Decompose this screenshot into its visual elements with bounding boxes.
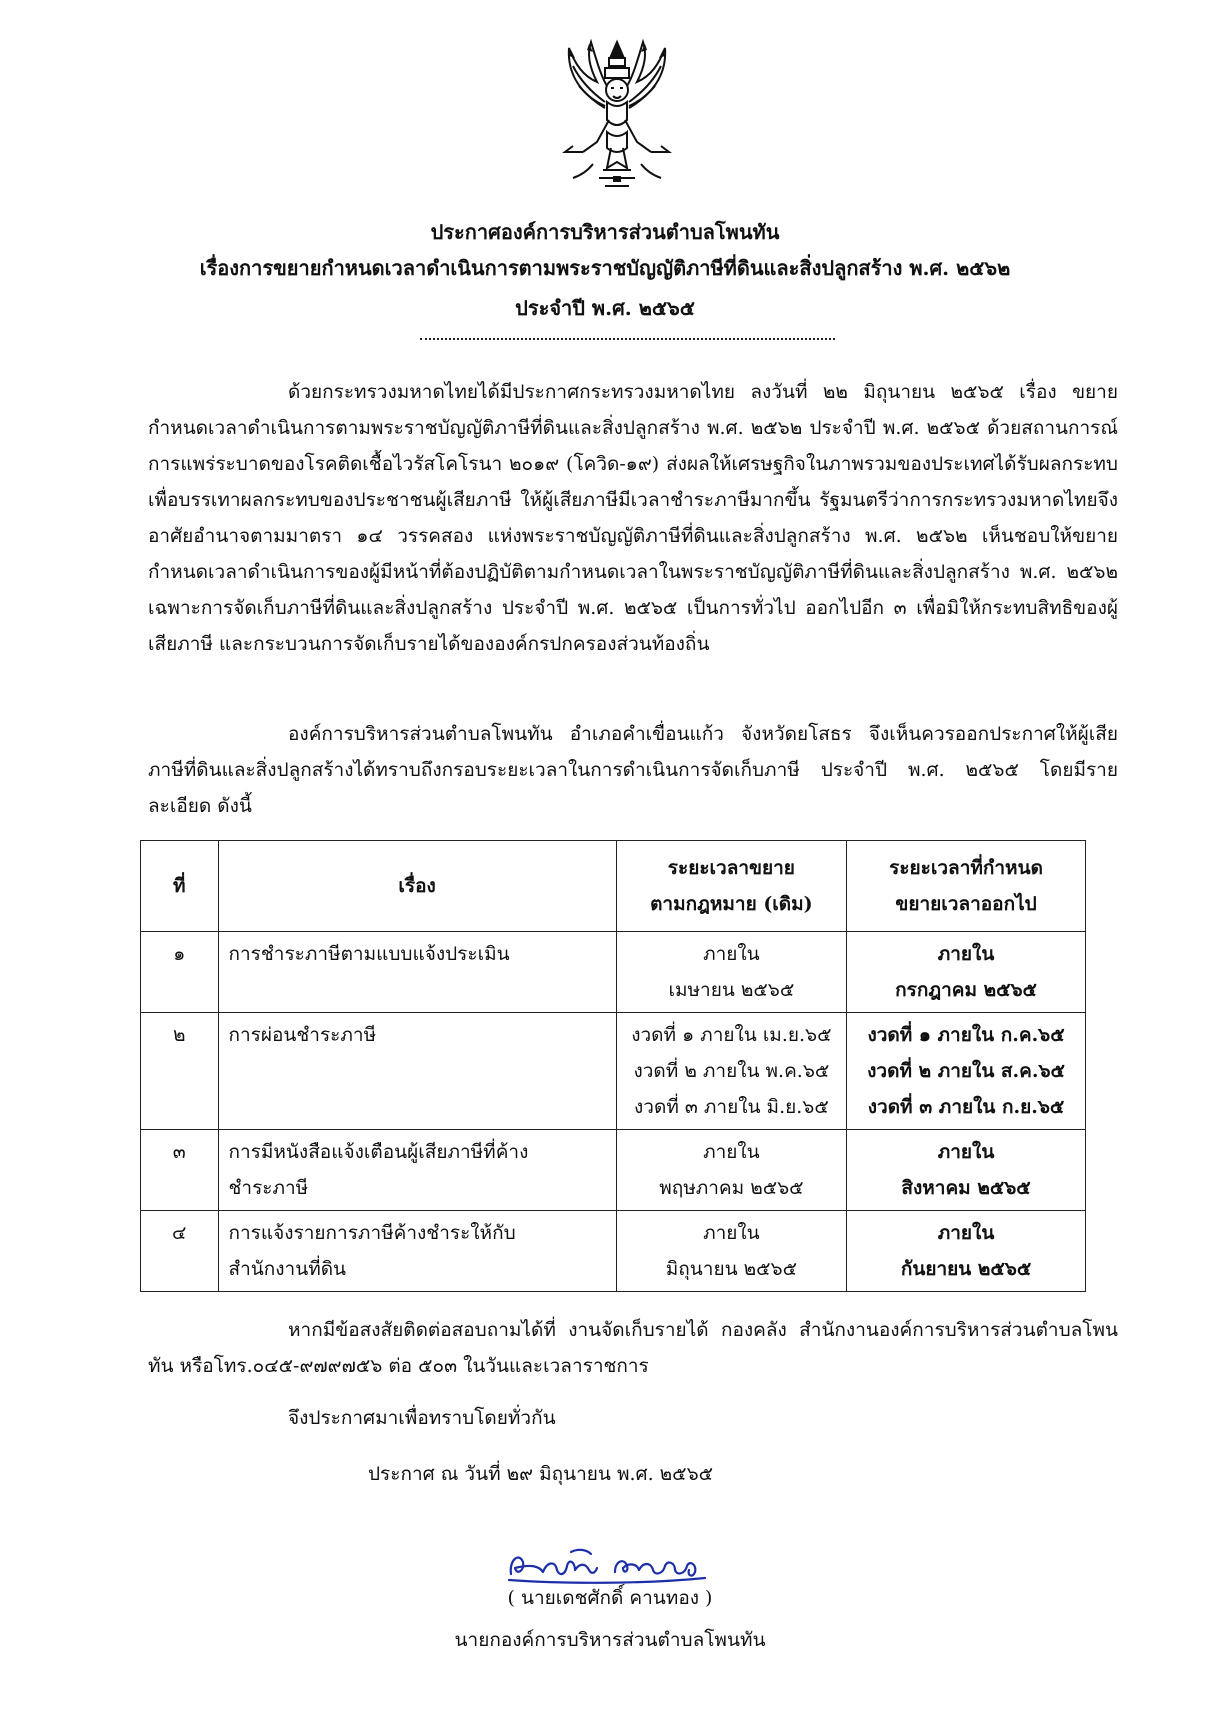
paragraph-closing: จึงประกาศมาเพื่อทราบโดยทั่วกัน [288, 1407, 556, 1429]
row-subject [218, 1013, 616, 1130]
row-new-period [847, 1211, 1086, 1292]
row-old-period [616, 1013, 846, 1130]
row-subject-line: สำนักงานที่ดิน [228, 1258, 347, 1280]
row-old-line: งวดที่ ๑ ภายใน เม.ย.๖๕ [631, 1024, 832, 1046]
row-subject [218, 1130, 616, 1211]
garuda-emblem-icon [553, 36, 681, 196]
row-new-line: ภายใน [937, 943, 995, 965]
header-old-line-2: ตามกฎหมาย (เดิม) [650, 893, 813, 915]
row-no: ๒ [141, 1013, 219, 1130]
table-row [141, 1130, 1086, 1211]
title-line-1: ประกาศองค์การบริหารส่วนตำบลโพนทัน [430, 220, 780, 244]
row-new-line: สิงหาคม ๒๕๖๕ [901, 1177, 1031, 1199]
title-line-2: เรื่องการขยายกำหนดเวลาดำเนินการตามพระราชบัญญัติภาษีที่ดินและสิ่งปลูกสร้าง พ.ศ. ๒๕๖๒ [199, 256, 1011, 280]
table-row [141, 1013, 1086, 1130]
header-old-line-1: ระยะเวลาขยาย [667, 857, 795, 879]
paragraph-contact-text: หากมีข้อสงสัยติดต่อสอบถามได้ที่ งานจัดเก็บรายได้ กองคลัง สำนักงานองค์การบริหารส่วนตำบลโพนทัน หรือโทร.๐๔๕-๙๗๙๗๕๖ ต่อ ๕๐๓ ในวันและเวลาราชการ [148, 1319, 1118, 1377]
header-old-period [616, 841, 846, 932]
row-old-line: ภายใน [703, 1222, 760, 1244]
title-line-3: ประจำปี พ.ศ. ๒๕๖๕ [515, 296, 695, 320]
row-old-line: ภายใน [703, 943, 760, 965]
row-new-period [847, 1013, 1086, 1130]
paragraph-1 [148, 374, 1118, 662]
table-row [141, 932, 1086, 1013]
row-subject-line: การแจ้งรายการภาษีค้างชำระให้กับ [228, 1222, 516, 1244]
header-no: ที่ [141, 841, 219, 932]
row-subject-line: การชำระภาษีตามแบบแจ้งประเมิน [228, 943, 510, 965]
row-new-line: งวดที่ ๒ ภายใน ส.ค.๖๕ [867, 1060, 1065, 1082]
signatory-position: นายกองค์การบริหารส่วนตำบลโพนทัน [454, 1629, 766, 1651]
row-no: ๓ [141, 1130, 219, 1211]
row-old-line: ภายใน [703, 1141, 760, 1163]
row-old-period [616, 1130, 846, 1211]
schedule-table [140, 840, 1086, 1292]
row-old-period [616, 932, 846, 1013]
dotted-divider [420, 338, 835, 340]
header-new-line-1: ระยะเวลาที่กำหนด [889, 857, 1043, 879]
table-header-row [141, 841, 1086, 932]
row-subject-line: การมีหนังสือแจ้งเตือนผู้เสียภาษีที่ค้าง [228, 1141, 529, 1163]
row-old-line: มิถุนายน ๒๕๖๕ [665, 1258, 797, 1280]
schedule-table-wrap [140, 840, 1086, 1292]
paragraph-2-text: องค์การบริหารส่วนตำบลโพนทัน อำเภอคำเขื่อนแก้ว จังหวัดยโสธร จึงเห็นควรออกประกาศให้ผู้เสียภาษีที่ดินและสิ่งปลูกสร้างได้ทราบถึงกรอบระยะเวลาในการดำเนินการจัดเก็บภาษี ประจำปี พ.ศ. ๒๕๖๕ โดยมีรายละเอียด ดังนี้ [148, 723, 1118, 817]
row-old-period [616, 1211, 846, 1292]
row-new-period [847, 932, 1086, 1013]
row-no: ๔ [141, 1211, 219, 1292]
row-old-line: พฤษภาคม ๒๕๖๕ [659, 1177, 804, 1199]
row-new-line: งวดที่ ๑ ภายใน ก.ค.๖๕ [867, 1024, 1065, 1046]
announce-date: ประกาศ ณ วันที่ ๒๙ มิถุนายน พ.ศ. ๒๕๖๕ [368, 1463, 714, 1485]
paragraph-1-text: ด้วยกระทรวงมหาดไทยได้มีประกาศกระทรวงมหาดไทย ลงวันที่ ๒๒ มิถุนายน ๒๕๖๕ เรื่อง ขยายกำหนดเวลาดำเนินการตามพระราชบัญญัติภาษีที่ดินและสิ่งปลูกสร้าง พ.ศ. ๒๕๖๒ ประจำปี พ.ศ. ๒๕๖๕ ด้วยสถานการณ์การแพร่ระบาดของโรคติดเชื้อไวรัสโคโรนา ๒๐๑๙ (โควิด-๑๙) ส่งผลให้เศรษฐกิจในภาพรวมของประเทศได้รับผลกระทบ เพื่อบรรเทาผลกระทบของประชาชนผู้เสียภาษี ให้ผู้เสียภาษีมีเวลาชำระภาษีมากขึ้น รัฐมนตรีว่าการกระทรวงมหาดไทยจึงอาศัยอำนาจตามมาตรา ๑๔ วรรคสอง แห่งพระราชบัญญัติภาษีที่ดินและสิ่งปลูกสร้าง พ.ศ. ๒๕๖๒ เห็นชอบให้ขยายกำหนดเวลาดำเนินการของผู้มีหน้าที่ต้องปฏิบัติตามกำหนดเวลาในพระราชบัญญัติภาษีที่ดินและสิ่งปลูกสร้าง พ.ศ. ๒๕๖๒ เฉพาะการจัดเก็บภาษีที่ดินและสิ่งปลูกสร้าง ประจำปี พ.ศ. ๒๕๖๕ เป็นการทั่วไป ออกไปอีก ๓ เพื่อมิให้กระทบสิทธิของผู้เสียภาษี และกระบวนการจัดเก็บรายได้ขององค์กรปกครองส่วนท้องถิ่น [148, 381, 1118, 655]
row-old-line: งวดที่ ๓ ภายใน มิ.ย.๖๕ [634, 1096, 829, 1118]
row-new-line: ภายใน [937, 1141, 995, 1163]
signatory-name: ( นายเดชศักดิ์ คานทอง ) [507, 1587, 713, 1609]
row-new-line: กันยายน ๒๕๖๕ [900, 1258, 1032, 1280]
row-new-line: ภายใน [937, 1222, 995, 1244]
row-old-line: งวดที่ ๒ ภายใน พ.ค.๖๕ [633, 1060, 830, 1082]
row-subject-line: การผ่อนชำระภาษี [228, 1024, 377, 1046]
header-new-period [847, 841, 1086, 932]
row-new-line: กรกฎาคม ๒๕๖๕ [895, 979, 1037, 1001]
row-subject-line: ชำระภาษี [228, 1177, 309, 1199]
row-no: ๑ [141, 932, 219, 1013]
row-subject [218, 932, 616, 1013]
row-new-line: งวดที่ ๓ ภายใน ก.ย.๖๕ [867, 1096, 1065, 1118]
paragraph-contact [148, 1312, 1118, 1384]
header-subject: เรื่อง [218, 841, 616, 932]
row-new-period [847, 1130, 1086, 1211]
table-row [141, 1211, 1086, 1292]
row-old-line: เมษายน ๒๕๖๕ [668, 979, 795, 1001]
paragraph-2 [148, 716, 1118, 824]
row-subject [218, 1211, 616, 1292]
header-new-line-2: ขยายเวลาออกไป [895, 893, 1037, 915]
